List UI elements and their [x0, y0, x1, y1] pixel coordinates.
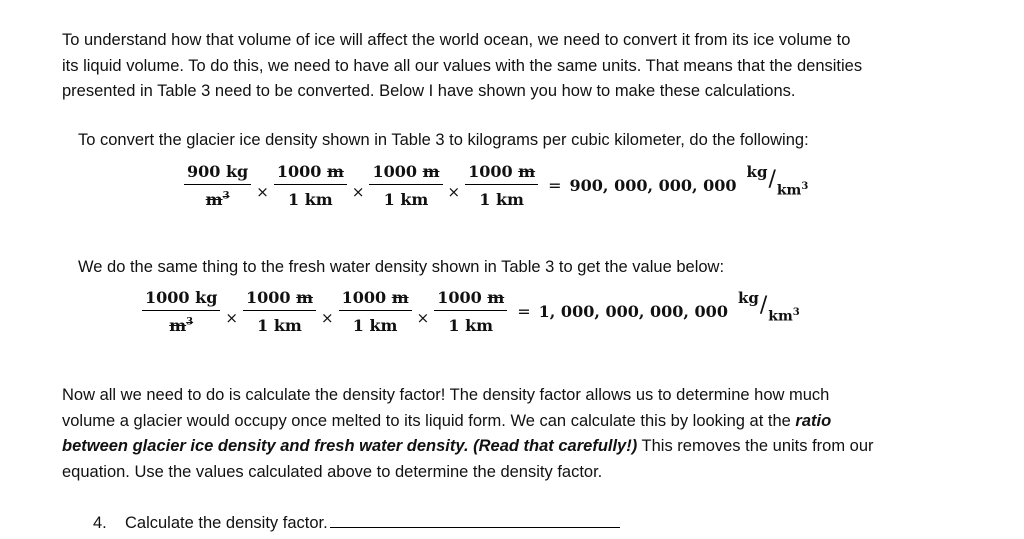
- glacier-instruction: To convert the glacier ice density shown in Table 3 to kilograms per cubic kilometer, do the following:: [78, 131, 809, 149]
- denominator: $m^3$: [205, 190, 230, 209]
- numerator: 1000 m: [369, 162, 442, 185]
- numerator: 1000 m: [434, 288, 507, 311]
- numerator: 1000 m: [465, 162, 538, 185]
- denominator: 1 km: [352, 316, 398, 335]
- equals-sign: =: [548, 176, 562, 195]
- numerator: 1000 m: [274, 162, 347, 185]
- question-4: [93, 511, 620, 533]
- question-number: 4.: [93, 514, 107, 532]
- numerator: 1000 kg: [142, 288, 220, 311]
- unit-kg-per-km3: kg / $km^3$: [737, 288, 800, 325]
- times-sign: ×: [416, 308, 430, 327]
- times-sign: ×: [351, 182, 365, 201]
- emphasis: between glacier ice density and fresh water density. (Read that carefully!): [62, 437, 638, 455]
- emphasis: ratio: [795, 411, 832, 430]
- answer-blank[interactable]: [330, 511, 620, 528]
- fraction: [339, 288, 412, 335]
- paragraph-line: equation. Use the values calculated above to determine the density factor.: [62, 462, 603, 481]
- fraction: [243, 288, 316, 335]
- unit-kg-per-km3: kg / $km^3$: [746, 162, 809, 199]
- paragraph-line: volume a glacier would occupy once melted to its liquid form. We can calculate this by looking at the ratio: [62, 411, 832, 430]
- intro-paragraph: [62, 28, 962, 105]
- fraction: [434, 288, 507, 335]
- glacier-equation: [182, 162, 808, 209]
- intro-line: presented in Table 3 need to be converted. Below I have shown you how to make these calculations.: [62, 82, 796, 100]
- question-text: Calculate the density factor.: [125, 514, 328, 532]
- water-result: 1, 000, 000, 000, 000: [538, 302, 728, 321]
- denominator: 1 km: [448, 316, 494, 335]
- numerator: 900 kg: [184, 162, 251, 185]
- numerator: 1000 m: [339, 288, 412, 311]
- intro-line: its liquid volume. To do this, we need to have all our values with the same units. That means that the densities: [62, 56, 863, 75]
- denominator: 1 km: [257, 316, 302, 335]
- water-equation: [140, 288, 800, 335]
- fraction: [274, 162, 347, 209]
- fraction: [369, 162, 442, 209]
- denominator: 1 km: [287, 190, 333, 209]
- fraction: [184, 162, 251, 209]
- density-factor-paragraph: [62, 383, 962, 485]
- intro-line: To understand how that volume of ice will affect the world ocean, we need to convert it from its ice volume to: [62, 31, 851, 49]
- times-sign: ×: [321, 308, 334, 327]
- paragraph-line: between glacier ice density and fresh water density. (Read that carefully!) This removes the units from our: [62, 437, 874, 455]
- times-sign: ×: [225, 308, 238, 327]
- water-instruction: We do the same thing to the fresh water density shown in Table 3 to get the value below:: [78, 258, 725, 276]
- times-sign: ×: [447, 182, 461, 201]
- fraction: [142, 288, 220, 335]
- glacier-result: 900, 000, 000, 000: [569, 176, 737, 195]
- numerator: 1000 m: [243, 288, 316, 311]
- paragraph-line: Now all we need to do is calculate the density factor! The density factor allows us to determine how much: [62, 386, 830, 404]
- denominator: 1 km: [479, 190, 524, 209]
- fraction: [465, 162, 538, 209]
- times-sign: ×: [256, 182, 269, 201]
- denominator: 1 km: [383, 190, 429, 209]
- equals-sign: =: [517, 302, 531, 321]
- denominator: $m^3$: [169, 316, 194, 335]
